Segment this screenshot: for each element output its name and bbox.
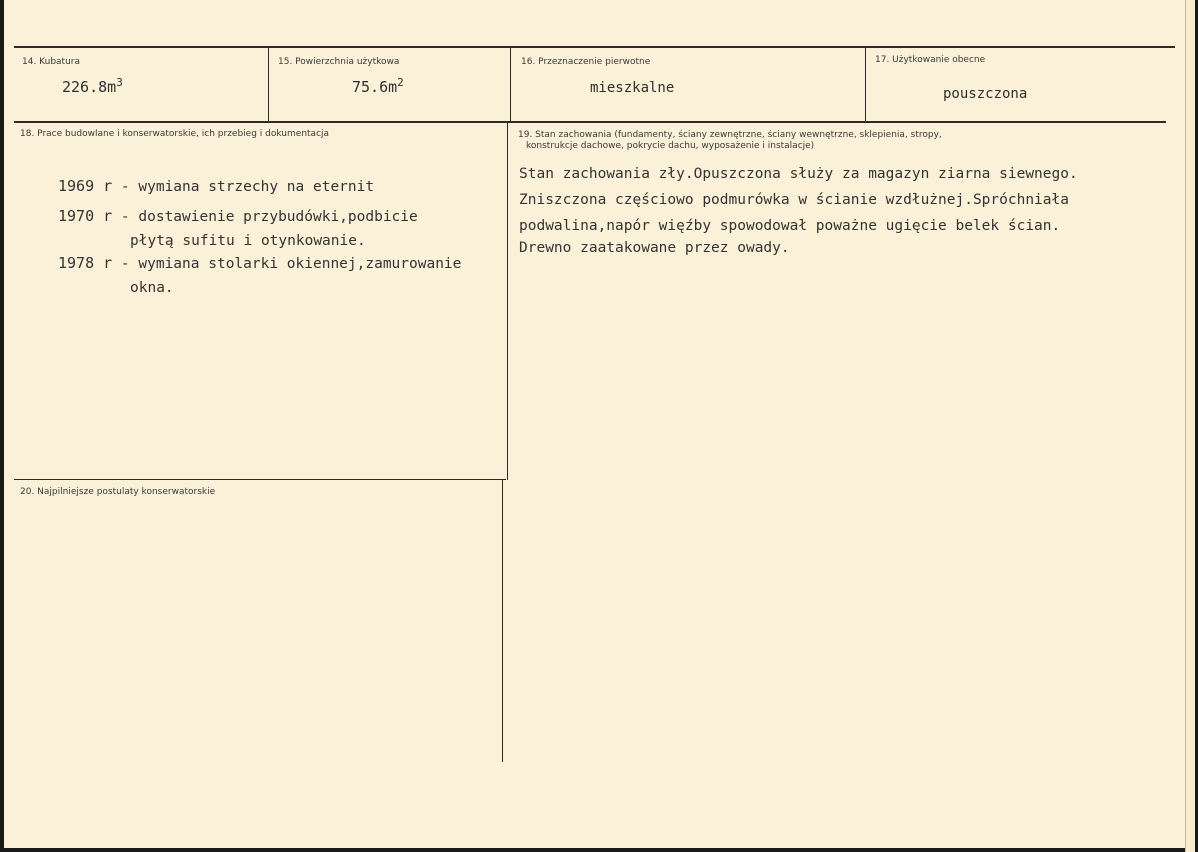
postulaty-label: 20. Najpilniejsze postulaty konserwatorskie — [20, 487, 216, 497]
entry-year: 1978 r — [58, 254, 113, 272]
powierzchnia-label: 15. Powierzchnia użytkowa — [278, 57, 400, 67]
uzytkowanie-value: pouszczona — [943, 86, 1028, 102]
prace-label: 18. Prace budowlane i konserwatorskie, ich przebieg i dokumentacja — [20, 129, 330, 139]
entry-year: 1970 r — [58, 207, 113, 225]
przeznaczenie-label: 16. Przeznaczenie pierwotne — [521, 57, 651, 67]
prace-entry-continued: okna. — [130, 280, 174, 296]
top-rule — [14, 46, 1175, 48]
prace-entry: 1978 r - wymiana stolarki okiennej,zamurowanie — [58, 254, 462, 272]
divider-16-17 — [865, 48, 866, 121]
stan-line: Drewno zaatakowane przez owady. — [519, 240, 790, 256]
prace-entry: 1969 r - wymiana strzechy na eternit — [58, 177, 375, 195]
prace-entry-continued: płytą sufitu i otynkowanie. — [130, 233, 366, 249]
header-bottom-rule — [14, 121, 1166, 123]
card-edge — [1185, 0, 1195, 852]
stan-line: Stan zachowania zły.Opuszczona służy za magazyn ziarna siewnego. — [519, 166, 1078, 182]
divider-20-19 — [502, 480, 503, 762]
przeznaczenie-value: mieszkalne — [590, 80, 675, 96]
divider-14-15 — [268, 48, 269, 121]
kubatura-value: $226.8m^3$ — [62, 76, 123, 96]
kubatura-label: 14. Kubatura — [22, 57, 81, 67]
uzytkowanie-label: 17. Użytkowanie obecne — [875, 55, 986, 65]
entry-text: dostawienie przybudówki,podbicie — [138, 209, 418, 225]
divider-15-16 — [510, 48, 511, 121]
stan-label-cont: konstrukcje dachowe, pokrycie dachu, wyposażenie i instalacje) — [526, 141, 815, 151]
prace-entry: 1970 r - dostawienie przybudówki,podbicie — [58, 207, 418, 225]
entry-text: wymiana stolarki okiennej,zamurowanie — [138, 256, 462, 272]
powierzchnia-value: $75.6m^2$ — [352, 76, 404, 96]
entry-text: wymiana strzechy na eternit — [138, 179, 375, 195]
stan-line: Zniszczona częściowo podmurówka w ścianie wzdłużnej.Spróchniała — [519, 192, 1069, 208]
record-card — [4, 0, 1190, 848]
divider-18-19 — [507, 123, 508, 480]
stan-line: podwalina,napór więźby spowodował poważne ugięcie belek ścian. — [519, 218, 1061, 234]
rule-18-20 — [14, 479, 506, 480]
stan-label: 19. Stan zachowania (fundamenty, ściany zewnętrzne, ściany wewnętrzne, sklepienia, stropy, — [518, 130, 942, 140]
entry-year: 1969 r — [58, 177, 113, 195]
